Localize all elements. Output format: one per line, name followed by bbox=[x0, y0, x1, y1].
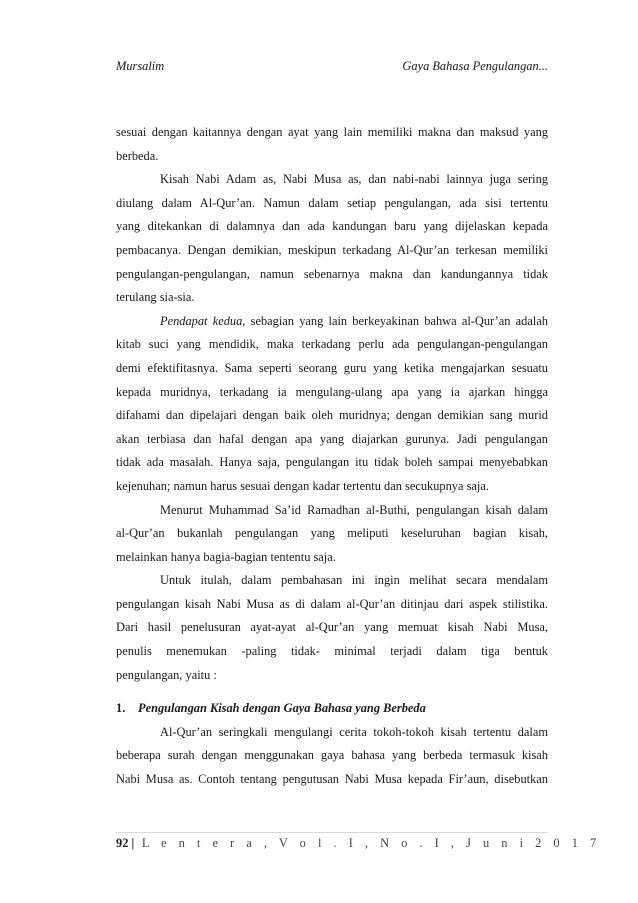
header-author: Mursalim bbox=[116, 59, 165, 73]
page-footer bbox=[116, 834, 601, 852]
journal-citation: L e n t e r a , V o l . I , N o . I , J u n i 2 0 1 7 bbox=[134, 836, 601, 850]
text-line: melainkan hanya bagia-bagian tententu saja. bbox=[116, 549, 336, 564]
text-line: akan terbiasa dan hafal dengan apa yang diajarkan gurunya. Jadi pengulangan bbox=[116, 431, 548, 446]
text-line: pembacanya. Dengan demikian, meskipun terkadang Al-Qur’an terkesan memiliki bbox=[116, 242, 548, 257]
running-header bbox=[116, 58, 548, 74]
page-body bbox=[116, 121, 548, 792]
text-line: pengulangan kisah Nabi Musa as di dalam al-Qur’an ditinjau dari aspek stilistika. bbox=[116, 596, 548, 611]
text-line: Nabi Musa as. Contoh tentang pengutusan Nabi Musa kepada Fir’aun, disebutkan bbox=[116, 772, 548, 787]
page-number: 92 | bbox=[116, 836, 135, 850]
text-line: Untuk itulah, dalam pembahasan ini ingin melihat secara mendalam bbox=[160, 573, 548, 588]
italic-phrase: Pendapat kedua, bbox=[160, 313, 246, 328]
text-line: kejenuhan; namun harus sesuai dengan kadar tertentu dan secukupnya saja. bbox=[116, 478, 489, 493]
text-line: pengulangan, yaitu : bbox=[116, 667, 217, 682]
text-line: Al-Qur’an seringkali mengulangi cerita tokoh-tokoh kisah tertentu dalam bbox=[160, 724, 548, 739]
text-line: kitab suci yang mendidik, maka terkadang perlu ada pengulangan-pengulangan bbox=[116, 337, 548, 352]
text-line: al-Qur’an bukanlah pengulangan yang meliputi keseluruhan bagian kisah, bbox=[116, 526, 548, 541]
text-span: sebagian yang lain berkeyakinan bahwa al-Qur’an adalah bbox=[245, 313, 548, 328]
text-line: terulang sia-sia. bbox=[116, 290, 195, 305]
text-line bbox=[116, 310, 548, 334]
text-line: yang ditekankan di dalamnya dan ada kandungan baru yang dijelaskan kepada bbox=[116, 219, 548, 234]
section-number: 1. bbox=[116, 701, 126, 716]
header-title: Gaya Bahasa Pengulangan... bbox=[402, 59, 548, 73]
footer-divider bbox=[116, 832, 548, 833]
text-line: difahami dan dipelajari dengan baik oleh muridnya; dengan demikian sang murid bbox=[116, 408, 548, 423]
text-line: pengulangan-pengulangan, namun sebenarnya makna dan kandungannya tidak bbox=[116, 266, 548, 281]
text-line: penulis menemukan -paling tidak- minimal terjadi dalam tiga bentuk bbox=[116, 644, 548, 659]
text-line: tidak ada masalah. Hanya saja, pengulangan itu tidak boleh sampai menyebabkan bbox=[116, 455, 548, 470]
text-line: Dari hasil penelusuran ayat-ayat al-Qur’an yang memuat kisah Nabi Musa, bbox=[116, 620, 548, 635]
section-heading bbox=[116, 697, 548, 721]
text-line: beberapa surah dengan menggunakan gaya bahasa yang berbeda termasuk kisah bbox=[116, 748, 548, 763]
text-line: diulang dalam Al-Qur’an. Namun dalam setiap pengulangan, ada sisi tertentu bbox=[116, 195, 548, 210]
section-title: Pengulangan Kisah dengan Gaya Bahasa yang Berbeda bbox=[138, 701, 426, 716]
text-line: berbeda. bbox=[116, 148, 159, 163]
text-line: Menurut Muhammad Sa’id Ramadhan al-Buthi, pengulangan kisah dalam bbox=[160, 502, 548, 517]
text-line: Kisah Nabi Adam as, Nabi Musa as, dan nabi-nabi lainnya juga sering bbox=[160, 172, 548, 187]
text-line: sesuai dengan kaitannya dengan ayat yang lain memiliki makna dan maksud yang bbox=[116, 125, 548, 139]
text-line: kepada muridnya, terkadang ia mengulang-ulang apa yang ia ajarkan hingga bbox=[116, 384, 548, 399]
text-line: demi efektifitasnya. Sama seperti seorang guru yang ketika mengajarkan sesuatu bbox=[116, 360, 548, 375]
